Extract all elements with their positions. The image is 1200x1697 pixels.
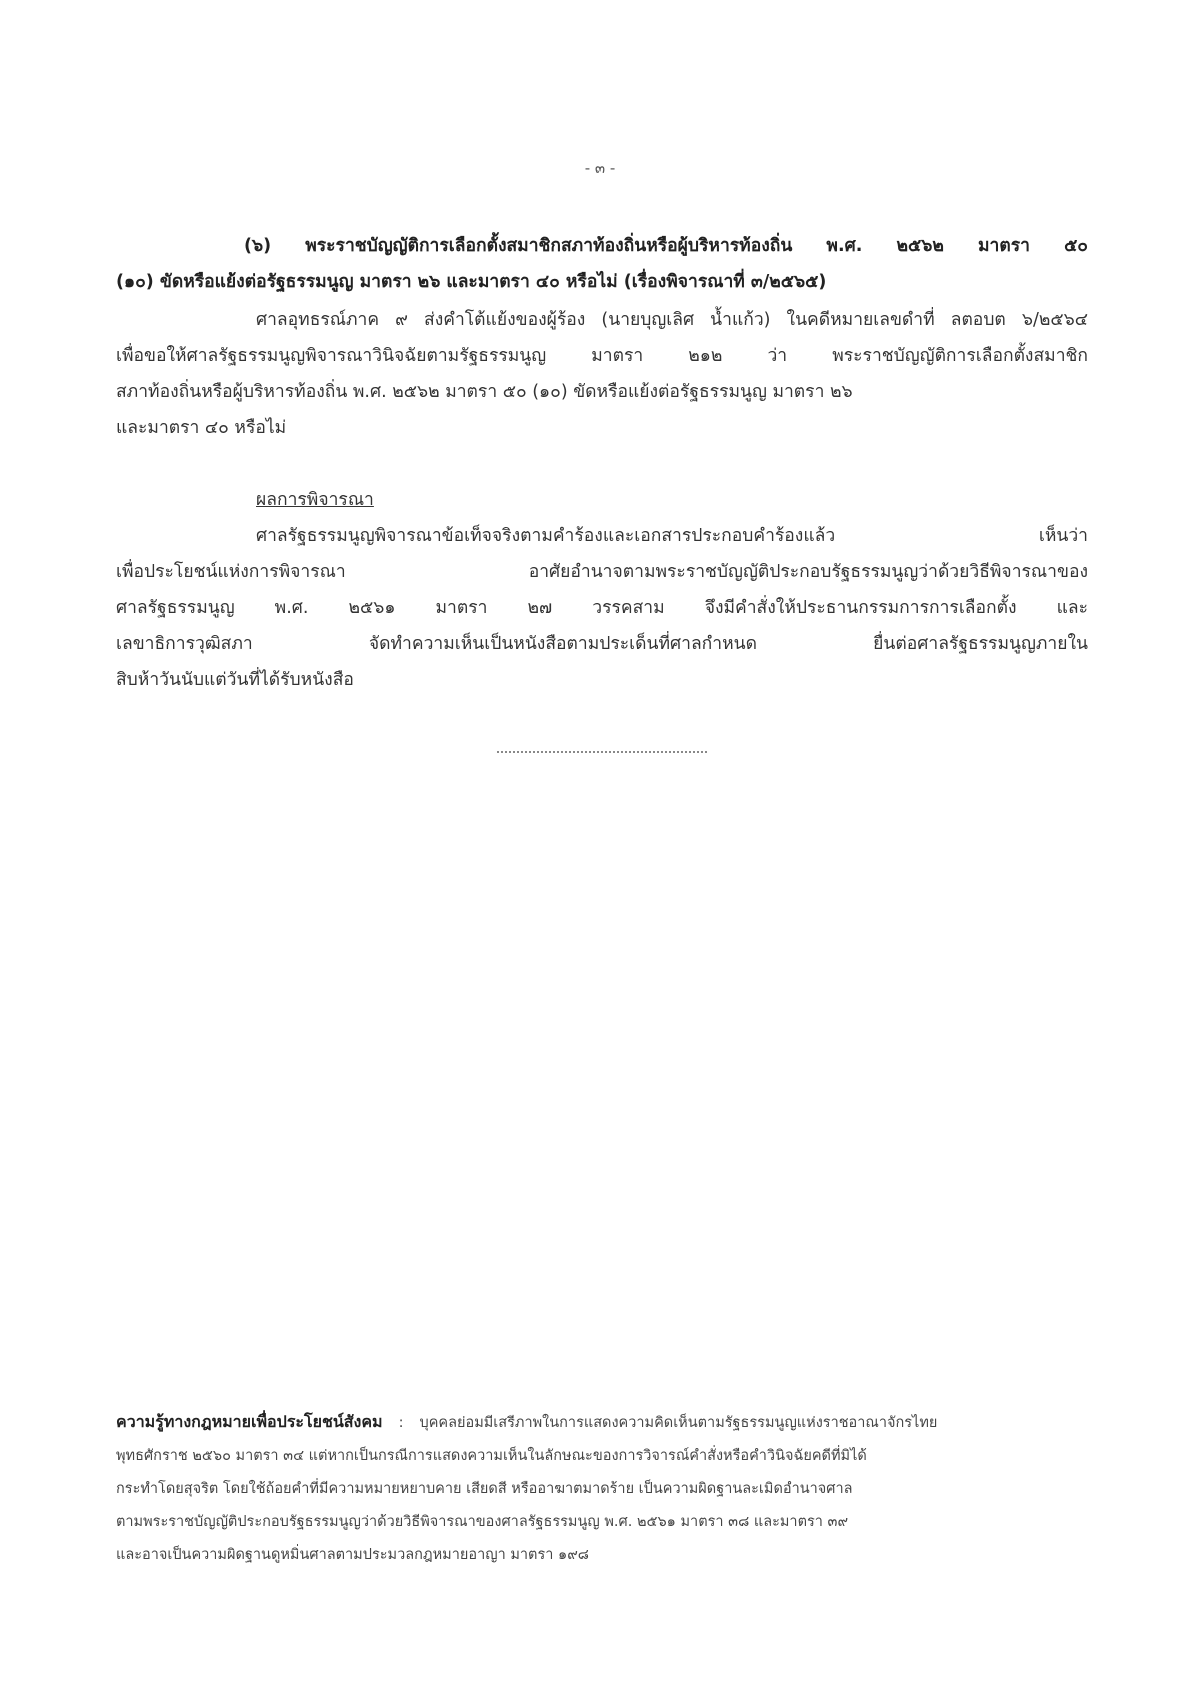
footnote-line: กระทำโดยสุจริต โดยใช้ถ้อยคำที่มีความหมายหยาบคาย เสียดสี หรืออาฆาตมาดร้าย เป็นความผิดฐานละเมิดอำนาจศาล [116, 1481, 853, 1497]
paragraph-line: และมาตรา ๔๐ หรือไม่ [116, 418, 287, 438]
footnote-colon: : [398, 1415, 404, 1431]
paragraph-line: ศาลอุทธรณ์ภาค ๙ ส่งคำโต้แย้งของผู้ร้อง (นายบุญเลิศ น้ำแก้ว) ในคดีหมายเลขดำที่ ลตอบต ๖/๒๕๖๔ [256, 310, 1088, 330]
case-heading-line-1: (๖) พระราชบัญญัติการเลือกตั้งสมาชิกสภาท้องถิ่นหรือผู้บริหารท้องถิ่น พ.ศ. ๒๕๖๒ มาตรา ๕๐ [244, 236, 1088, 256]
page-number: - ๓ - [584, 159, 616, 177]
footnote-title: ความรู้ทางกฎหมายเพื่อประโยชน์สังคม [116, 1412, 383, 1431]
case-heading-line-2: (๑๐) ขัดหรือแย้งต่อรัฐธรรมนูญ มาตรา ๒๖ และมาตรา ๔๐ หรือไม่ (เรื่องพิจารณาที่ ๓/๒๕๖๕) [116, 272, 827, 292]
paragraph-line: สิบห้าวันนับแต่วันที่ได้รับหนังสือ [116, 670, 354, 690]
paragraph-line: สภาท้องถิ่นหรือผู้บริหารท้องถิ่น พ.ศ. ๒๕๖๒ มาตรา ๕๐ (๑๐) ขัดหรือแย้งต่อรัฐธรรมนูญ มาตรา ๒๖ [116, 382, 853, 402]
footnote-text: บุคคลย่อมมีเสรีภาพในการแสดงความคิดเห็นตามรัฐธรรมนูญแห่งราชอาณาจักรไทย [419, 1415, 938, 1431]
case-heading [116, 228, 1088, 300]
result-section [116, 482, 1088, 698]
paragraph-line: ศาลรัฐธรรมนูญพิจารณาข้อเท็จจริงตามคำร้องและเอกสารประกอบคำร้องแล้ว เห็นว่า [256, 526, 1088, 546]
footnote-line: และอาจเป็นความผิดฐานดูหมิ่นศาลตามประมวลกฎหมายอาญา มาตรา ๑๙๘ [116, 1547, 589, 1563]
paragraph-line: เพื่อขอให้ศาลรัฐธรรมนูญพิจารณาวินิจฉัยตามรัฐธรรมนูญ มาตรา ๒๑๒ ว่า พระราชบัญญัติการเลือกตั้งสมาชิก [116, 346, 1088, 366]
case-summary-paragraph [116, 302, 1088, 446]
footnote-line: พุทธศักราช ๒๕๖๐ มาตรา ๓๔ แต่หากเป็นกรณีการแสดงความเห็นในลักษณะของการวิจารณ์คำสั่งหรือคำวินิจฉัยคดีที่มิได้ [116, 1448, 867, 1464]
paragraph-line: เพื่อประโยชน์แห่งการพิจารณา อาศัยอำนาจตามพระราชบัญญัติประกอบรัฐธรรมนูญว่าด้วยวิธีพิจารณาของ [116, 562, 1088, 582]
paragraph-line: เลขาธิการวุฒิสภา จัดทำความเห็นเป็นหนังสือตามประเด็นที่ศาลกำหนด ยื่นต่อศาลรัฐธรรมนูญภายใน [116, 634, 1088, 654]
result-heading: ผลการพิจารณา [256, 490, 374, 510]
paragraph-line: ศาลรัฐธรรมนูญ พ.ศ. ๒๕๖๑ มาตรา ๒๗ วรรคสาม จึงมีคำสั่งให้ประธานกรรมการการเลือกตั้ง และ [116, 598, 1088, 618]
dotted-separator [497, 751, 707, 753]
footnote-line: ตามพระราชบัญญัติประกอบรัฐธรรมนูญว่าด้วยวิธีพิจารณาของศาลรัฐธรรมนูญ พ.ศ. ๒๕๖๑ มาตรา ๓๘ และมาตรา ๓๙ [116, 1514, 849, 1530]
legal-knowledge-footnote [116, 1405, 1088, 1572]
